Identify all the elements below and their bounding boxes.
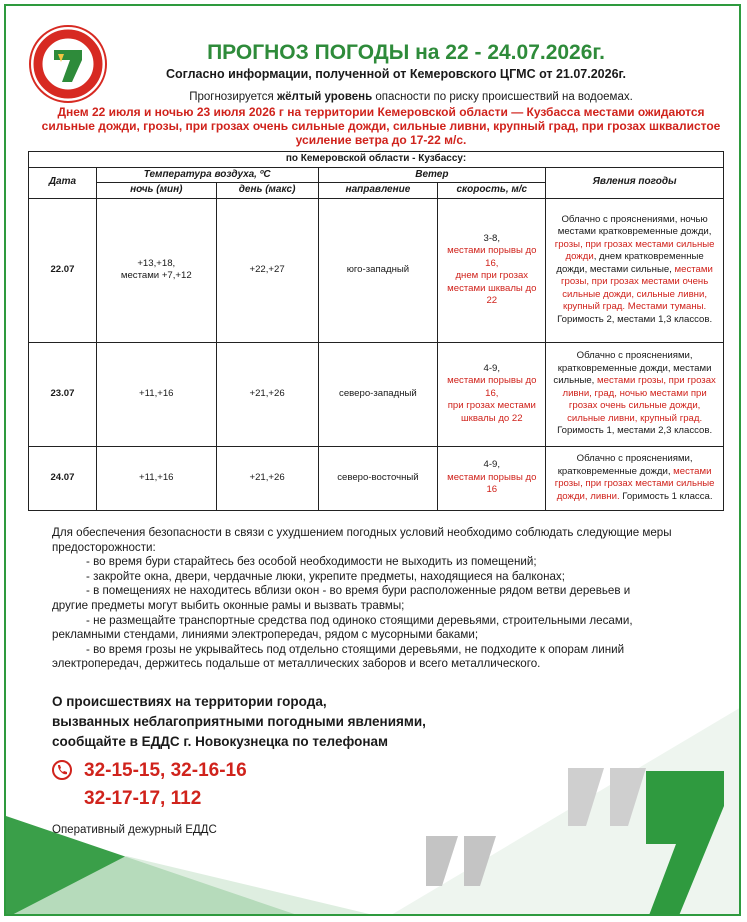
day-header: день (макс) [216,183,318,199]
phenomena-text: Облачно с прояснениями, кратковременные дожди, местами сильные, [553,350,712,387]
contact-line: сообщайте в ЕДДС г. Новокузнецка по телефонам [52,734,388,749]
speed-gusts: местами порывы до 16, днем при грозах местами шквалы до 22 [447,245,537,306]
row-wind-speed [438,342,546,446]
table-row [29,342,724,446]
contact-line: О происшествиях на территории города, [52,694,327,709]
forecast-table [28,151,724,511]
safety-instructions [52,526,722,672]
safety-item: - закройте окна, двери, чердачные люки, укрепите предметы, находящиеся на балконах; [86,569,565,583]
safety-item: - во время грозы не укрывайтесь под отдельно стоящими деревьями, не подходите к опорам линий [86,642,625,656]
table-row [29,198,724,342]
row-wind-speed [438,198,546,342]
row-date: 24.07 [29,446,97,510]
night-header: ночь (мин) [96,183,216,199]
poster-frame [4,4,741,916]
phone-line-2[interactable]: 32-17-17, 112 [84,788,202,809]
phenomena-text: Горимость 1, местами 2,3 классов. [557,425,713,437]
page-title: ПРОГНОЗ ПОГОДЫ на 22 - 24.07.2026г. [207,41,605,64]
emercom-logo [28,24,108,104]
row-phenomena [546,446,724,510]
phenomena-warning-text: грозы, при грозах местами сильные дожди [554,238,715,263]
region-header: по Кемеровской области - Кузбассу: [29,152,724,168]
duty-officer-signature: Оперативный дежурный ЕДДС [52,824,217,836]
safety-item: - во время бури старайтесь без особой необходимости не выходить из помещений; [86,555,537,569]
row-night-temp: +13,+18, местами +7,+12 [96,198,216,342]
contact-line: вызванных неблагоприятными погодными явлениями, [52,714,426,729]
note-suffix: опасности по риску происшествий на водоемах. [372,91,633,103]
danger-level-highlight: жёлтый уровень [276,91,373,103]
row-night-temp: +11,+16 [96,446,216,510]
table-row [29,446,724,510]
temperature-header: Температура воздуха, ºС [96,167,318,183]
phenomena-warning-text: местами грозы, при грозах ливни, град, ночью местами при грозах очень сильные дожди, сильные ливни, крупный град. [562,375,716,424]
phenomena-header: Явления погоды [546,167,724,198]
contact-block [52,692,552,752]
phenomena-text: Горимость 1 класса. [619,490,713,502]
phone-line-1[interactable]: 32-15-15, 32-16-16 [84,760,247,781]
phone-icon [52,760,72,780]
safety-item: - в помещениях не находитесь вблизи окон - во время бури расположенные рядом ветви деревьев и [86,584,631,598]
safety-item: другие предметы могут выбить оконные рамы и вызвать травмы; [52,598,405,612]
speed-plain: 4-9, [483,459,501,471]
safety-intro: Для обеспечения безопасности в связи с ухудшением погодных условий необходимо соблюдать следующие меры предосторожности: [52,526,672,554]
row-night-temp: +11,+16 [96,342,216,446]
phenomena-text: , днем кратковременные дожди, местами сильные, [556,251,704,275]
row-phenomena [546,198,724,342]
safety-item: электропередач, держитесь подальше от металлических заборов и всего металлического. [52,657,541,671]
direction-header: направление [318,183,438,199]
row-phenomena [546,342,724,446]
row-day-temp: +22,+27 [216,198,318,342]
row-wind-direction: северо-восточный [318,446,438,510]
phenomena-text: Облачно с прояснениями, ночью местами кратковременные дожди, [557,213,712,238]
speed-plain: 3-8, [483,232,501,244]
safety-item: рекламными стендами, линиями электропередач, рядом с мусорными баками; [52,628,479,642]
row-day-temp: +21,+26 [216,342,318,446]
row-date: 22.07 [29,198,97,342]
phenomena-text: Облачно с прояснениями, кратковременные дожди, [557,453,693,477]
speed-gusts: местами порывы до 16 [447,471,537,496]
speed-plain: 4-9, [483,362,501,374]
row-wind-direction: юго-западный [318,198,438,342]
row-date: 23.07 [29,342,97,446]
phone-numbers [84,757,247,813]
speed-header: скорость, м/с [438,183,546,199]
danger-level-note [106,91,716,103]
speed-gusts: местами порывы до 16, при грозах местами шквалы до 22 [447,375,537,424]
row-wind-speed [438,446,546,510]
weather-warning: Днем 22 июля и ночью 23 июля 2026 г на территории Кемеровской области — Кузбасса местами ожидаются сильные дожди, грозы, при грозах очень сильные дожди, сильные ливни, крупный град, при грозах шквалистое усиление ветра до 17-22 м/с. [41,105,721,147]
phenomena-text: Горимость 2, местами 1,3 классов. [557,313,713,325]
note-prefix: Прогнозируется [189,91,277,103]
row-wind-direction: северо-западный [318,342,438,446]
source-subtitle: Согласно информации, полученной от Кемеровского ЦГМС от 21.07.2026г. [166,67,626,81]
date-header: Дата [29,167,97,198]
phenomena-warning-text: местами грозы, при грозах местами очень сильные дожди, сильные ливни, крупный град. Местами туманы. [560,263,713,313]
wind-header: Ветер [318,167,546,183]
row-day-temp: +21,+26 [216,446,318,510]
phenomena-warning-text: местами грозы, при грозах местами сильные дожди, ливни. [554,465,715,502]
safety-item: - не размещайте транспортные средства под одиноко стоящими деревьями, строительными лесами, [86,613,633,627]
